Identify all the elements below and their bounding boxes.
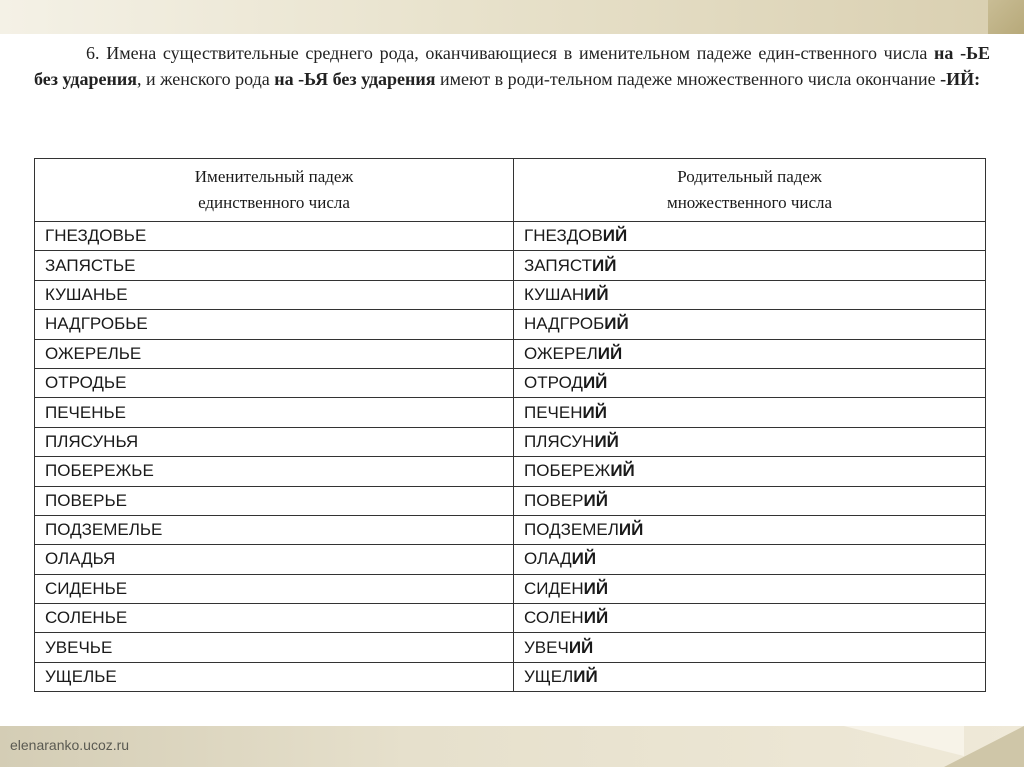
genitive-ending: ИЙ [571,549,597,569]
genitive-ending: ИЙ [602,226,628,246]
genitive-ending: ИЙ [583,490,608,510]
genitive-ending: ИЙ [573,667,598,687]
genitive-cell [514,662,986,691]
nominative-cell: КУШАНЬЕ [35,280,514,309]
genitive-cell [514,339,986,368]
rule-number: 6. [86,43,100,63]
genitive-ending: ИЙ [582,373,608,393]
table-row [35,604,986,633]
genitive-stem: СИДЕН [524,578,584,598]
nominative-cell: НАДГРОБЬЕ [35,310,514,339]
genitive-cell [514,515,986,544]
table-row [35,251,986,280]
rule-text [34,40,990,92]
nominative-cell: ГНЕЗДОВЬЕ [35,222,514,251]
genitive-cell [514,251,986,280]
nominative-cell: ОЖЕРЕЛЬЕ [35,339,514,368]
rule-text-part3: имеют в роди-тельном падеже множественного числа окончание [440,69,936,89]
genitive-cell [514,427,986,456]
genitive-stem: ГНЕЗДОВ [524,226,603,246]
nominative-cell: СОЛЕНЬЕ [35,604,514,633]
genitive-cell [514,398,986,427]
nominative-cell: УЩЕЛЬЕ [35,662,514,691]
rule-bold-ending-ya: на -ЬЯ без ударения [274,69,436,89]
table-row [35,427,986,456]
genitive-cell [514,486,986,515]
genitive-cell [514,633,986,662]
table-row [35,574,986,603]
genitive-stem: УЩЕЛ [524,667,574,687]
genitive-cell [514,457,986,486]
genitive-stem: ОТРОД [524,373,583,393]
genitive-ending: ИЙ [604,314,629,334]
genitive-cell [514,545,986,574]
table-header-row [35,159,986,222]
genitive-stem: СОЛЕН [524,608,584,628]
genitive-stem: УВЕЧ [524,637,569,657]
source-caption: elenaranko.ucoz.ru [10,737,130,753]
table-row [35,486,986,515]
genitive-stem: ПЛЯСУН [524,431,595,451]
genitive-cell [514,574,986,603]
genitive-ending: ИЙ [597,343,623,363]
table-row [35,662,986,691]
rule-text-part2: , и женского рода [136,69,270,89]
nominative-cell: СИДЕНЬЕ [35,574,514,603]
genitive-ending: ИЙ [582,402,607,422]
slide-top-band [0,0,1024,34]
nominative-cell: ОТРОДЬЕ [35,368,514,397]
rule-text-part1: Имена существительные среднего рода, оканчивающиеся в именительном падеже един-ственного числа [106,43,928,63]
rule-bold-ending-e: на -ЬЕ без ударения [34,43,990,89]
table-row [35,633,986,662]
genitive-stem: ПОВЕР [524,490,584,510]
header-nominative-singular: Именительный падеж единственного числа [35,159,514,222]
table-row [35,280,986,309]
table-row [35,222,986,251]
table-row [35,339,986,368]
table-row [35,515,986,544]
genitive-ending: ИЙ [583,578,609,598]
genitive-ending: ИЙ [568,637,594,657]
genitive-cell [514,604,986,633]
genitive-ending: ИЙ [618,520,644,540]
slide-top-corner [988,0,1024,34]
table-row [35,545,986,574]
genitive-ending: ИЙ [610,461,635,481]
slide-bottom-corner [944,726,1024,767]
genitive-stem: КУШАН [524,284,585,304]
rule-bold-ending-iy: -ИЙ: [940,69,981,89]
genitive-stem: ЗАПЯСТ [524,255,593,275]
nominative-cell: ПОДЗЕМЕЛЬЕ [35,515,514,544]
table-row [35,368,986,397]
words-table [34,158,986,692]
genitive-stem: НАДГРОБ [524,314,605,334]
genitive-stem: ОЖЕРЕЛ [524,343,598,363]
nominative-cell: УВЕЧЬЕ [35,633,514,662]
genitive-ending: ИЙ [584,284,609,304]
table-row [35,310,986,339]
genitive-cell [514,368,986,397]
genitive-stem: ПЕЧЕН [524,402,583,422]
genitive-ending: ИЙ [592,255,617,275]
genitive-ending: ИЙ [583,608,609,628]
nominative-cell: ПЕЧЕНЬЕ [35,398,514,427]
genitive-stem: ПОДЗЕМЕЛ [524,520,619,540]
nominative-cell: ПОБЕРЕЖЬЕ [35,457,514,486]
table-row [35,398,986,427]
rule-heading [34,40,990,92]
header-genitive-plural: Родительный падеж множественного числа [514,159,986,222]
nominative-cell: ПОВЕРЬЕ [35,486,514,515]
genitive-cell [514,280,986,309]
genitive-cell [514,310,986,339]
genitive-cell [514,222,986,251]
genitive-ending: ИЙ [594,431,619,451]
genitive-stem: ОЛАД [524,549,572,569]
nominative-cell: ЗАПЯСТЬЕ [35,251,514,280]
nominative-cell: ПЛЯСУНЬЯ [35,427,514,456]
nominative-cell: ОЛАДЬЯ [35,545,514,574]
genitive-stem: ПОБЕРЕЖ [524,461,611,481]
table-row [35,457,986,486]
